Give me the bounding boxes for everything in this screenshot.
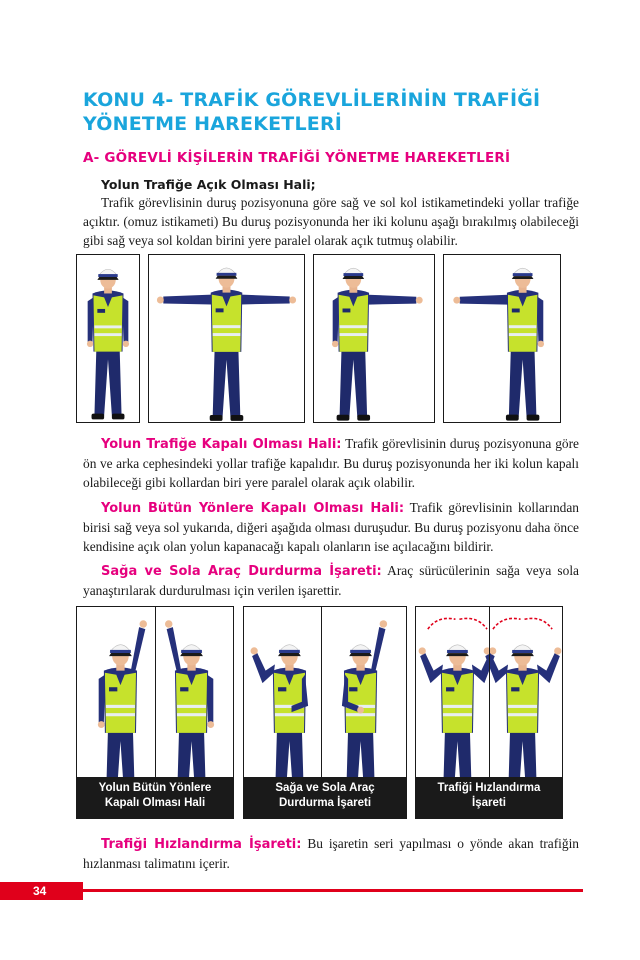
speed-up-heading: Trafiği Hızlandırma İşareti: <box>101 837 302 852</box>
photo-divider <box>155 607 156 777</box>
caption-stop-sign: Sağa ve Sola Araç Durdurma İşareti <box>244 777 406 819</box>
caption-speed-up: Trafiği Hızlandırma İşareti <box>416 777 562 819</box>
photo-divider <box>321 607 322 777</box>
stop-sign-heading: Sağa ve Sola Araç Durdurma İşareti: <box>101 564 382 579</box>
page-title: KONU 4- TRAFİK GÖREVLİLERİNİN TRAFİĞİ YÖNETME HAREKETLERİ <box>83 89 541 135</box>
speed-up-paragraph <box>83 834 579 873</box>
photo-left-arm-out <box>443 254 561 423</box>
stop-sign-paragraph <box>83 561 579 600</box>
speed-up-text: Bu işaretin seri yapılması o yönde akan trafiğin hızlanması talimatını içerir. <box>83 836 579 871</box>
closed-road-text: Trafik görevlisinin duruş pozisyonuna göre ön ve arka cephesindeki yollar trafiğe kapalıdır. Bu duruş pozisyonunda her iki kolun kapalı olabileceği gibi kollardan biri yere paralel olarak açık olabilir. <box>83 436 579 490</box>
photo-arms-down <box>76 254 140 423</box>
all-closed-heading: Yolun Bütün Yönlere Kapalı Olması Hali: <box>101 501 405 516</box>
motion-arc-icon <box>525 618 553 629</box>
officer-figure-icon <box>149 255 304 422</box>
footer-line <box>83 889 583 892</box>
officer-figure-icon <box>444 255 560 422</box>
closed-road-heading: Yolun Trafiğe Kapalı Olması Hali: <box>101 437 342 452</box>
photo-group-stop-sign <box>243 606 407 819</box>
open-road-heading: Yolun Trafiğe Açık Olması Hali; <box>101 177 316 192</box>
photo-group-speed-up <box>415 606 563 819</box>
photo-divider <box>489 607 490 777</box>
officer-figure-icon <box>314 255 434 422</box>
photo-right-arm-out <box>313 254 435 423</box>
photo-arms-spread <box>148 254 305 423</box>
motion-arc-icon <box>493 618 521 629</box>
photo-group-all-closed <box>76 606 234 819</box>
all-closed-text: Trafik görevlisinin kollarından birisi sağ veya sol yukarıda, diğeri aşağıda olması duruşudur. Bu duruş pozisyonu daha önce kendisine açık olan yolun kapanacağı kapalı olanların ise açılacağını bildirir. <box>83 500 579 554</box>
stop-sign-text: Araç sürücülerinin sağa veya sola yanaştırılarak durdurulması için verilen işarettir. <box>83 563 579 598</box>
caption-all-closed: Yolun Bütün Yönlere Kapalı Olması Hali <box>77 777 233 819</box>
page-number: 34 <box>0 882 83 900</box>
open-road-text: Trafik görevlisinin duruş pozisyonuna göre sağ ve sol kol istikametindeki yollar trafiğe açıktır. (omuz istikameti) Bu duruş pozisyonunda her iki kolunu aşağı bırakılmış olabileceği gibi sağ veya sol koldan birini yere paralel olarak açık tutmuş olabilir. <box>83 195 579 248</box>
officer-figure-icon <box>77 255 139 422</box>
motion-arc-icon <box>428 618 456 629</box>
all-closed-paragraph <box>83 498 579 556</box>
closed-road-paragraph <box>83 434 579 492</box>
motion-arc-icon <box>459 618 487 629</box>
section-subtitle: A- GÖREVLİ KİŞİLERİN TRAFİĞİ YÖNETME HAREKETLERİ <box>83 150 511 166</box>
